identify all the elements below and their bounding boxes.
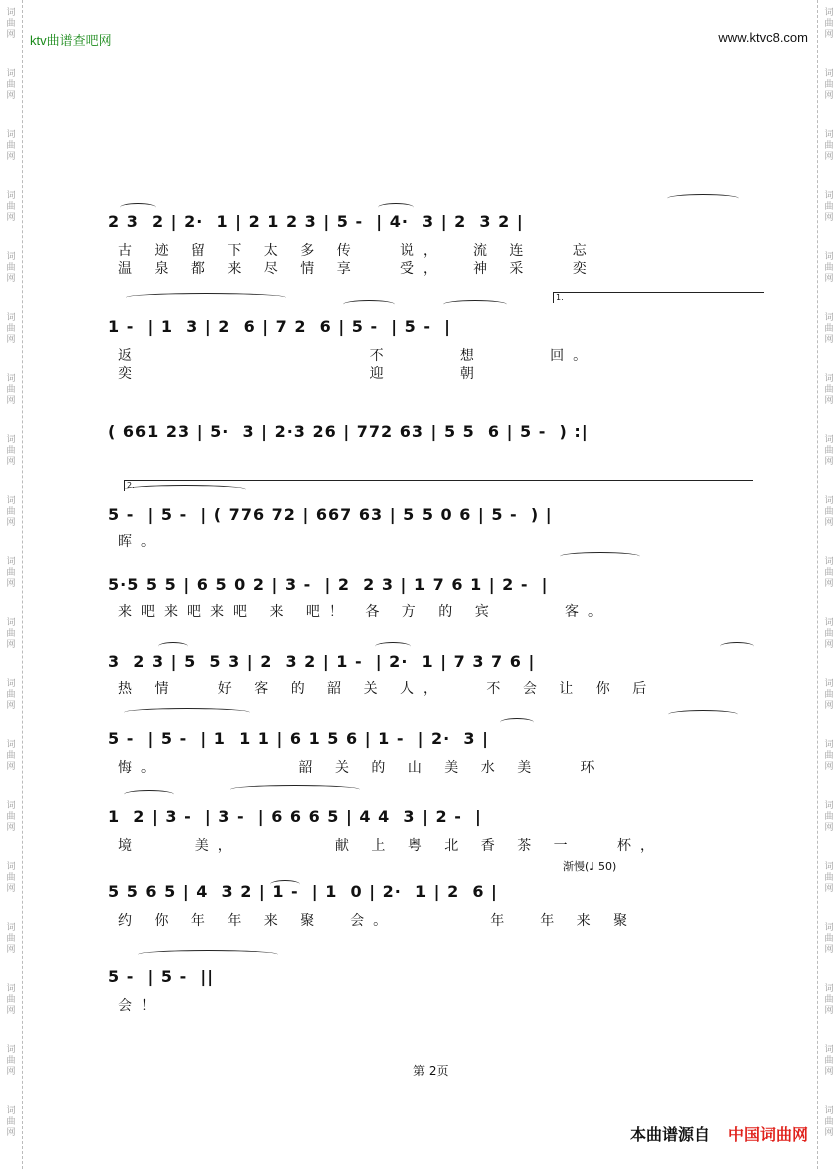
watermark-text: 词 曲 网 [824,618,834,650]
lyrics-line: 返 不 想 回。 [118,348,597,364]
slur-arc [668,710,738,719]
watermark-text: 词 曲 网 [824,130,834,162]
source-label: 本曲谱源自 [629,1125,710,1144]
left-margin-strip [0,0,23,1169]
watermark-text: 词 曲 网 [6,130,16,162]
watermark-text: 词 曲 网 [824,374,834,406]
watermark-text: 词 曲 网 [6,557,16,589]
watermark-text: 词 曲 网 [6,740,16,772]
watermark-text: 词 曲 网 [6,496,16,528]
watermark-text: 词 曲 网 [6,435,16,467]
slur-arc [124,485,246,494]
watermark-text: 词 曲 网 [824,740,834,772]
tempo-marking: 渐慢(♩ 50) [563,860,617,873]
notation-line: 3 2 3 | 5 5 3 | 2 3 2 | 1 - | 2· 1 | 7 3 7 6 | [108,652,536,671]
slur-arc [443,300,507,309]
watermark-text: 词 曲 网 [824,313,834,345]
lyrics-line: 会！ [118,998,164,1014]
watermark-text: 词 曲 网 [824,679,834,711]
site-name-left[interactable]: ktv曲谱查吧网 [30,33,112,48]
source-site-link[interactable]: 中国词曲网 [727,1125,808,1144]
lyrics-line: 温 泉 都 来 尽 情 享 受， 神 采 奕 [118,261,596,277]
slur-arc [667,194,739,203]
watermark-text: 词 曲 网 [824,69,834,101]
watermark-text: 词 曲 网 [824,923,834,955]
notation-line: ( 661 23 | 5· 3 | 2·3 26 | 772 63 | 5 5 6 | 5 - ) :| [108,422,589,441]
slur-arc [375,642,411,651]
lyrics-line: 晖。 [118,534,164,550]
slur-arc [378,203,414,212]
score-row [108,305,763,345]
score-row [108,717,763,757]
slur-arc [158,642,188,651]
slur-arc [138,950,278,959]
watermark-text: 词 曲 网 [6,984,16,1016]
site-url-right[interactable]: www.ktvc8.com [718,30,808,45]
slur-arc [270,880,300,889]
watermark-text: 词 曲 网 [824,1045,834,1077]
notation-line: 1 - | 1 3 | 2 6 | 7 2 6 | 5 - | 5 - | [108,317,451,336]
slur-arc [720,642,754,651]
notation-line: 5 - | 5 - | 1 1 1 | 6 1 5 6 | 1 - | 2· 3 | [108,729,489,748]
watermark-text: 词 曲 网 [824,496,834,528]
lyrics-line: 奕 迎 朝 [118,366,483,382]
slur-arc [230,785,360,794]
notation-line: 5·5 5 5 | 6 5 0 2 | 3 - | 2 2 3 | 1 7 6 1 | 2 - | [108,575,549,594]
slur-arc [343,300,395,309]
watermark-text: 词 曲 网 [6,862,16,894]
watermark-text: 词 曲 网 [6,69,16,101]
watermark-text: 词 曲 网 [6,801,16,833]
page-number: 第 2页 [413,1064,449,1078]
lyrics-line: 境 美， 献 上 粤 北 香 茶 一 杯， [118,838,664,854]
notation-line: 5 5 6 5 | 4 3 2 | 1 - | 1 0 | 2· 1 | 2 6 | [108,882,498,901]
score-row [108,493,763,533]
watermark-text: 词 曲 网 [824,435,834,467]
notation-line: 2 3 2 | 2· 1 | 2 1 2 3 | 5 - | 4· 3 | 2 3 2 | [108,212,524,231]
score-row [108,640,763,680]
watermark-text: 词 曲 网 [6,679,16,711]
lyrics-line: 热 情 好 客 的 韶 关 人， 不 会 让 你 后 [118,681,656,697]
watermark-text: 词 曲 网 [6,1045,16,1077]
lyrics-line: 约 你 年 年 来 聚 会。 年 年 来 聚 [118,913,637,929]
watermark-text: 词 曲 网 [824,8,834,40]
watermark-text: 词 曲 网 [824,984,834,1016]
watermark-text: 词 曲 网 [6,923,16,955]
slur-arc [120,203,156,212]
lyrics-line: 悔。 韶 关 的 山 美 水 美 环 [118,760,604,776]
score-row [108,200,763,240]
lyrics-line: 来吧来吧来吧 来 吧！ 各 方 的 宾 客。 [118,604,611,620]
score-row [108,955,763,995]
source-credit [630,1122,808,1145]
notation-line: 5 - | 5 - || [108,967,215,986]
watermark-text: 词 曲 网 [6,313,16,345]
slur-arc [500,718,534,727]
notation-line: 1 2 | 3 - | 3 - | 6 6 6 5 | 4 4 3 | 2 - | [108,807,482,826]
score-row [108,410,763,450]
volta-bracket: 2. [124,480,753,491]
score-row [108,795,763,835]
watermark-text: 词 曲 网 [6,1106,16,1138]
slur-arc [124,790,174,799]
watermark-text: 词 曲 网 [824,252,834,284]
slur-arc [560,552,640,561]
watermark-text: 词 曲 网 [6,8,16,40]
watermark-text: 词 曲 网 [6,618,16,650]
watermark-text: 词 曲 网 [6,252,16,284]
lyrics-line: 古 迹 留 下 太 多 传 说， 流 连 忘 [118,243,596,259]
watermark-text: 词 曲 网 [6,374,16,406]
score-row [108,870,763,910]
watermark-text: 词 曲 网 [824,191,834,223]
score-row [108,563,763,603]
volta-bracket: 1. [553,292,764,303]
slur-arc [126,293,286,302]
watermark-text: 词 曲 网 [824,801,834,833]
slur-arc [124,708,250,717]
notation-line: 5 - | 5 - | ( 776 72 | 667 63 | 5 5 0 6 | 5 - ) | [108,505,553,524]
right-margin-strip [817,0,840,1169]
watermark-text: 词 曲 网 [824,1106,834,1138]
watermark-text: 词 曲 网 [824,557,834,589]
watermark-text: 词 曲 网 [824,862,834,894]
watermark-text: 词 曲 网 [6,191,16,223]
